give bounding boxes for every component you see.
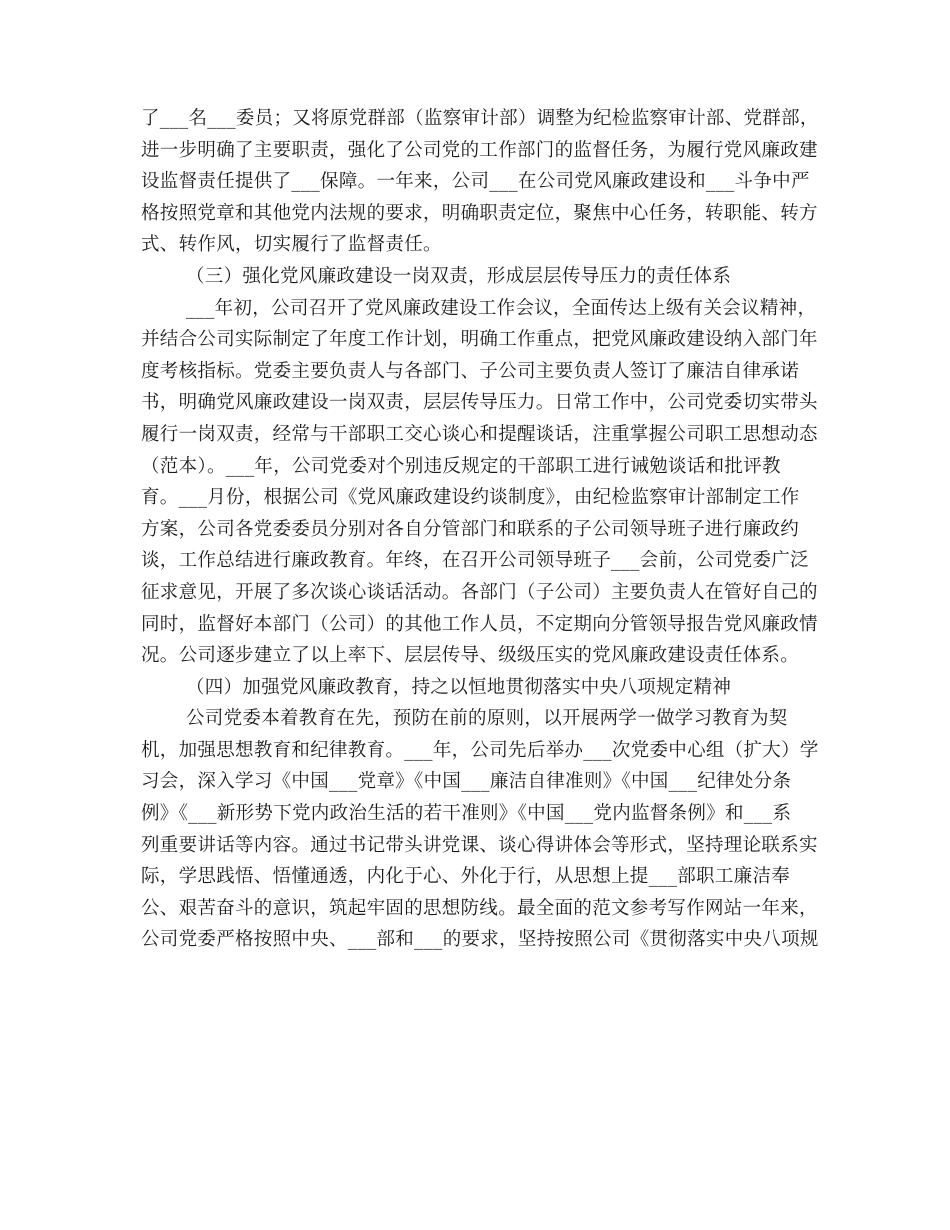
body-line-25: 际，学思践悟、悟懂通透，内化于心、外化于行，从思想上提___部职工廉洁奉 — [141, 866, 791, 888]
body-line-27: 公司党委严格按照中央、___部和___的要求，坚持按照公司《贯彻落实中央八项规 — [141, 929, 819, 951]
body-line-8: 并结合公司实际制定了年度工作计划，明确工作重点，把党风廉政建设纳入部门年 — [141, 329, 818, 351]
section-heading-4: （四）加强党风廉政教育，持之以恒地贯彻落实中央八项规定精神 — [186, 676, 732, 698]
body-line-3: 设监督责任提供了___保障。一年来，公司___在公司党风廉政建设和___斗争中严 — [141, 171, 810, 193]
body-line-22: 习会，深入学习《中国___党章》《中国___廉洁自律准则》《中国___纪律处分条 — [141, 771, 792, 793]
body-line-20: 公司党委本着教育在先，预防在前的原则，以开展两学一做学习教育为契 — [186, 708, 788, 730]
body-line-10: 书，明确党风廉政建设一岗双责，层层传导压力。日常工作中，公司党委切实带头 — [141, 392, 818, 414]
body-line-12: （范本）。___年，公司党委对个别违反规定的干部职工进行诫勉谈话和批评教 — [141, 455, 781, 477]
body-line-1: 了___名___委员；又将原党群部（监察审计部）调整为纪检监察审计部、党群部， — [141, 108, 819, 129]
body-line-24: 列重要讲话等内容。通过书记带头讲党课、谈心得讲体会等形式，坚持理论联系实 — [141, 834, 818, 856]
body-line-26: 公、艰苦奋斗的意识，筑起牢固的思想防线。最全面的范文参考写作网站一年来， — [141, 897, 818, 919]
body-line-18: 况。公司逐步建立了以上率下、层层传导、级级压实的党风廉政建设责任体系。 — [141, 645, 800, 667]
body-line-23: 例》《___新形势下党内政治生活的若干准则》《中国___党内监督条例》和___系 — [141, 803, 792, 825]
body-line-9: 度考核指标。党委主要负责人与各部门、子公司主要负责人签订了廉洁自律承诺 — [141, 360, 800, 382]
body-line-14: 方案，公司各党委委员分别对各自分管部门和联系的子公司领导班子进行廉政约 — [141, 518, 800, 540]
body-line-11: 履行一岗双责，经常与干部职工交心谈心和提醒谈话，注重掌握公司职工思想动态 — [141, 423, 818, 445]
body-line-13: 育。___月份，根据公司《党风廉政建设约谈制度》，由纪检监察审计部制定工作 — [141, 487, 800, 509]
body-line-5: 式、转作风，切实履行了监督责任。 — [141, 234, 442, 256]
body-line-16: 征求意见，开展了多次谈心谈话活动。各部门（子公司）主要负责人在管好自己的 — [141, 581, 818, 603]
section-heading-3: （三）强化党风廉政建设一岗双责，形成层层传导压力的责任体系 — [186, 265, 732, 287]
body-line-21: 机，加强思想教育和纪律教育。___年，公司先后举办___次党委中心组（扩大）学 — [141, 739, 819, 761]
document-body — [141, 103, 833, 956]
body-line-4: 格按照党章和其他党内法规的要求，明确职责定位，聚焦中心任务，转职能、转方 — [141, 202, 818, 224]
body-line-15: 谈，工作总结进行廉政教育。年终，在召开公司领导班子___会前，公司党委广泛 — [141, 550, 809, 572]
body-line-7: ___年初，公司召开了党风廉政建设工作会议，全面传达上级有关会议精神， — [186, 297, 817, 319]
body-line-2: 进一步明确了主要职责，强化了公司党的工作部门的监督任务，为履行党风廉政建 — [141, 139, 818, 161]
body-line-17: 同时，监督好本部门（公司）的其他工作人员，不定期向分管领导报告党风廉政情 — [141, 613, 818, 635]
